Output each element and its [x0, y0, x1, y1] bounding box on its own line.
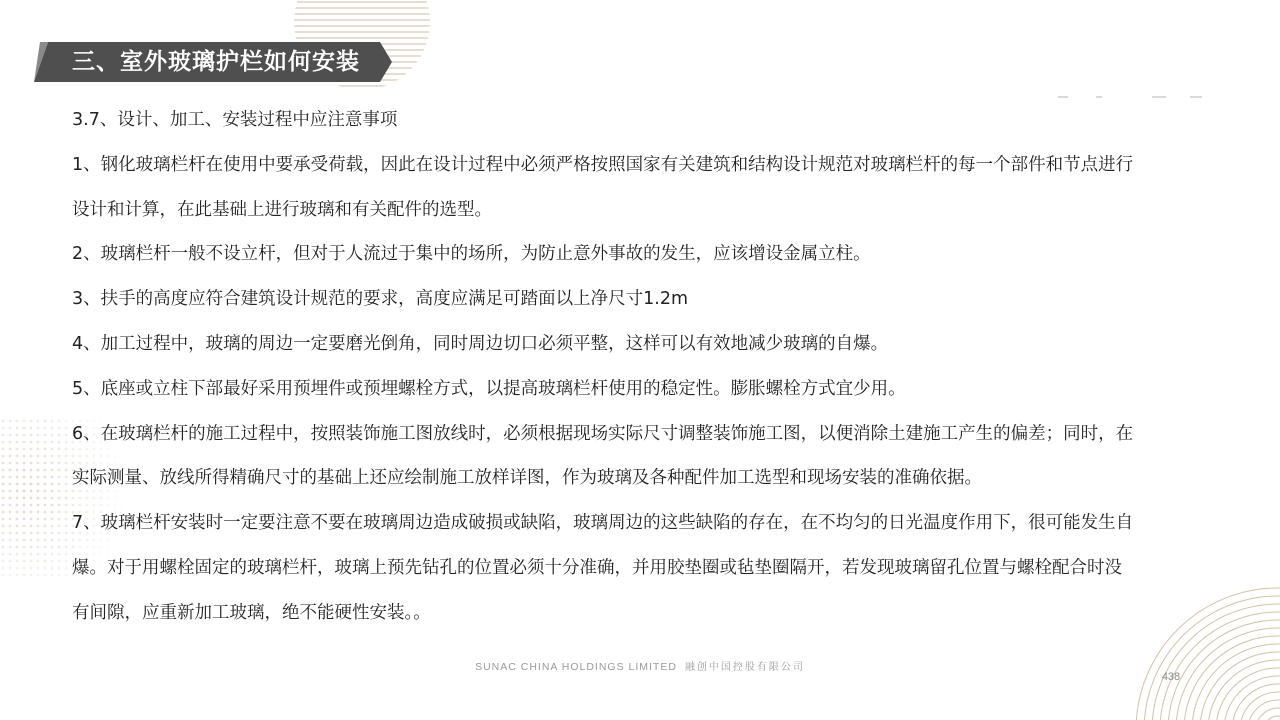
paragraph-line: 7、玻璃栏杆安装时一定要注意不要在玻璃周边造成破损或缺陷，玻璃周边的这些缺陷的存在，在不均匀的日光温度作用下，很可能发生自: [72, 513, 1134, 534]
paragraph-line: 4、加工过程中，玻璃的周边一定要磨光倒角，同时周边切口必须平整，这样可以有效地减少玻璃的自爆。: [72, 333, 889, 354]
subsection-heading: 3.7、设计、加工、安装过程中应注意事项: [72, 110, 398, 130]
paragraph-line: 5、底座或立柱下部最好采用预埋件或预埋螺栓方式，以提高玻璃栏杆使用的稳定性。膨胀螺栓方式宜少用。: [72, 378, 906, 399]
company-name-en: SUNAC CHINA HOLDINGS LIMITED: [475, 661, 677, 673]
paragraph-line: 6、在玻璃栏杆的施工过程中，按照装饰施工图放线时，必须根据现场实际尺寸调整装饰施工图，以便消除土建施工产生的偏差；同时，在: [72, 423, 1134, 444]
paragraph-line: 3、扶手的高度应符合建筑设计规范的要求，高度应满足可踏面以上净尺寸1.2m: [72, 289, 689, 310]
paragraph-line: 1、钢化玻璃栏杆在使用中要承受荷载，因此在设计过程中必须严格按照国家有关建筑和结构设计规范对玻璃栏杆的每一个部件和节点进行: [72, 154, 1134, 175]
paragraph-line: 爆。对于用螺栓固定的玻璃栏杆，玻璃上预先钻孔的位置必须十分准确，并用胶垫圈或毡垫圈隔开，若发现玻璃留孔位置与螺栓配合时没: [72, 557, 1122, 578]
company-name-cn: 融创中国控股有限公司: [684, 662, 805, 673]
paragraph-line: 2、玻璃栏杆一般不设立杆，但对于人流过于集中的场所，为防止意外事故的发生，应该增设金属立柱。: [72, 244, 871, 265]
paragraph-line: 有间隙，应重新加工玻璃，绝不能硬性安装。。: [72, 602, 431, 623]
paragraph-line: 实际测量、放线所得精确尺寸的基础上还应绘制施工放样详图，作为玻璃及各种配件加工选型和现场安装的准确依据。: [72, 468, 982, 489]
footer-company: [0, 658, 1280, 676]
page-number: 438: [1161, 671, 1181, 683]
section-title: 三、室外玻璃护栏如何安装: [72, 49, 360, 75]
content-body: [72, 98, 1212, 636]
paragraph-line: 设计和计算，在此基础上进行玻璃和有关配件的选型。: [72, 199, 492, 220]
